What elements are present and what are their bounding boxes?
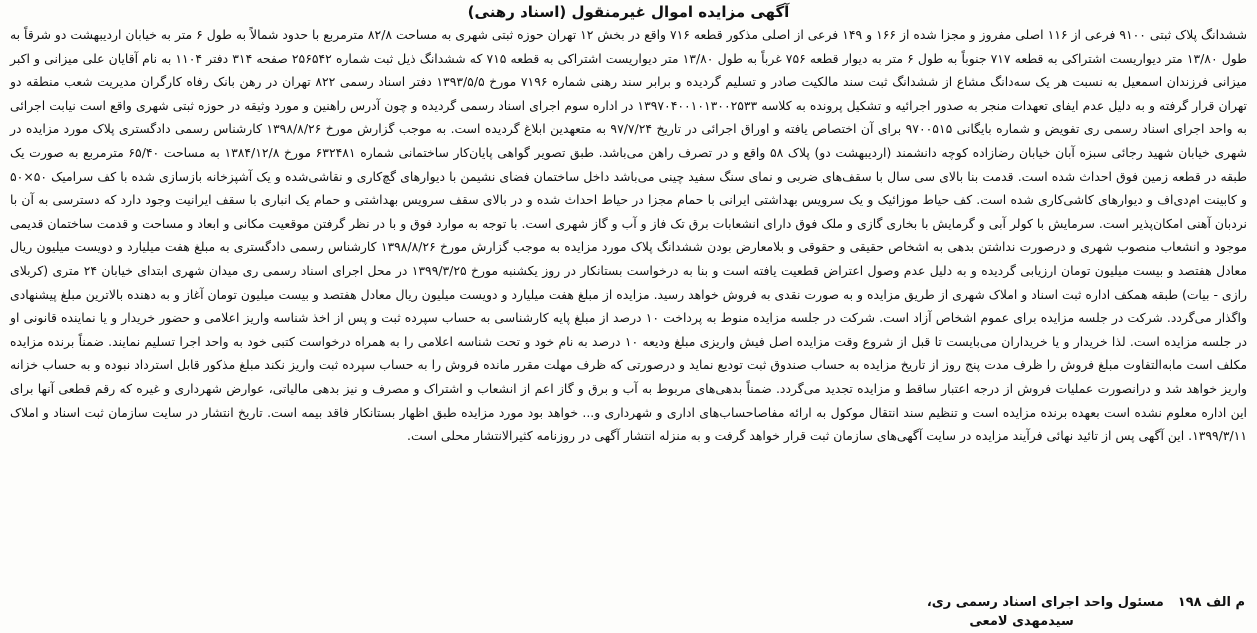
notice-code: م الف ۱۹۸ xyxy=(1177,595,1245,610)
signature-name: سیدمهدی لامعی xyxy=(969,614,1074,629)
notice-title: آگهی مزایده اموال غیرمنقول (اسناد رهنی) xyxy=(467,3,790,21)
notice-body: ششدانگ پلاک ثبتی ۹۱۰۰ فرعی از ۱۱۶ اصلی مفروز و مجزا شده از ۱۶۶ و ۱۴۹ فرعی از اصلی مذکور قطعه ۷۱۶ واقع در بخش ۱۲ تهران حوزه ثبتی شهری به مساحت ۸۲/۸ مترمربع با حدود شمالاً به طول ۶ متر به خیابان اردیبهشت دو شرقاً به طول ۱۳/۸۰ متر دیواریست اشتراکی به قطعه ۷۱۷ جنوباً به طول ۶ متر به دیوار قطعه ۷۵۶ غرباً به طول ۱۳/۸۰ متر دیواریست اشتراکی به قطعه ۷۱۵ که ششدانگ ذیل ثبت شماره ۲۵۶۵۴۲ صفحه ۳۱۴ دفتر ۱۱۰۴ به نام آقایان علی میزانی و اکبر میزانی فرزندان اسمعیل به نسبت هر یک سه‌دانگ مشاع از ششدانگ ثبت سند مالکیت صادر و تسلیم گردیده و برابر سند رهنی شماره ۷۱۹۶ مورخ ۱۳۹۳/۵/۵ دفتر اسناد رسمی ۸۲۲ تهران در رهن بانک رفاه کارگران مدیریت شعب منطقه دو تهران قرار گرفته و به دلیل عدم ایفای تعهدات منجر به صدور اجرائیه و تشکیل پرونده به کلاسه ۱۳۹۷۰۴۰۰۱۰۱۳۰۰۲۵۳۳ در اداره سوم اجرای اسناد رسمی گردیده و چون آدرس راهنین و مورد وثیقه در حوزه ثبتی شهری واقع است نیابت اجرائی به واحد اجرای اسناد رسمی ری تفویض و شماره بایگانی ۹۷۰۰۵۱۵ برای آن اختصاص یافته و اوراق اجرائی در تاریخ ۹۷/۷/۲۴ به متعهدین ابلاغ گردیده است. به موجب گزارش مورخ ۱۳۹۸/۸/۲۶ کارشناس رسمی دادگستری پلاک مورد مزایده در شهری خیابان شهید رجائی سبزه آبان خیابان رضازاده کوچه دانشمند (اردیبهشت دو) پلاک ۵۸ واقع و در تصرف راهن می‌باشد. طبق تصویر گواهی پایان‌کار ساختمانی شماره ۶۳۲۴۸۱ مورخ ۱۳۸۴/۱۲/۸ به مساحت ۶۵/۴۰ مترمربع به صورت یک طبقه در قطعه زمین فوق احداث شده است. قدمت بنا بالای سی سال با سقف‌های ضربی و نمای سنگ سفید چینی می‌باشد داخل ساختمان فضای نشیمن با دیوارهای گچ‌کاری و نقاشی‌شده و یک آشپزخانه بازسازی شده با کف سرامیک ۵۰×۵۰ و کابینت ام‌دی‌اف و دیوارهای کاشی‌کاری شده است. کف حیاط موزائیک و یک سرویس بهداشتی ایرانی با حمام مجزا در حیاط احداث شده و در بالای سقف سرویس بهداشتی و حمام یک انباری با سقف ایرانیت وجود دارد که دسترسی به آن با نردبان آهنی امکان‌پذیر است. سرمایش با کولر آبی و گرمایش با بخاری گازی و ملک فوق دارای انشعابات برق تک فاز و آب و گاز شهری است. با توجه به موارد فوق و با در نظر گرفتن موقعیت مکانی و ابعاد و مساحت و قدمت ساختمان قدیمی موجود و انشعاب منصوب شهری و درصورت نداشتن بدهی به اشخاص حقیقی و حقوقی و بلامعارض بودن ششدانگ پلاک مورد مزایده به موجب گزارش مورخ ۱۳۹۸/۸/۲۶ کارشناس رسمی دادگستری به مبلغ هفت میلیارد و دویست میلیون ریال معادل هفتصد و بیست میلیون تومان ارزیابی گردیده و به دلیل عدم وصول اعتراض قطعیت یافته است و بنا به درخواست بستانکار در روز یکشنبه مورخ ۱۳۹۹/۳/۲۵ در محل اجرای اسناد رسمی ری میدان شهری ابتدای خیابان ۲۴ متری (کربلای رازی - بیات) طبقه همکف اداره ثبت اسناد و املاک شهری از طریق مزایده و به صورت نقدی به فروش خواهد رسید. مزایده از مبلغ هفت میلیارد و دویست میلیون ریال معادل هفتصد و بیست میلیون تومان آغاز و به دهنده بالاترین مبلغ پیشنهادی واگذار می‌گردد. شرکت در جلسه مزایده برای عموم اشخاص آزاد است. شرکت در جلسه مزایده منوط به پرداخت ۱۰ درصد از مبلغ پایه کارشناسی به حساب سپرده ثبت و پس از اخذ شناسه واریز اعلامی و حضور خریدار و یا نماینده قانونی او در جلسه مزایده است. لذا خریدار و یا خریداران می‌بایست تا قبل از شروع وقت مزایده اصل فیش واریزی مبلغ ودیعه ۱۰ درصد به نام خود و تحت شناسه اعلامی را به همراه درخواست کتبی خود به واحد اجرا تسلیم نمایند. ضمناً برنده مزایده مکلف است مابه‌التفاوت مبلغ فروش را ظرف مدت پنج روز از تاریخ مزایده به حساب صندوق ثبت تودیع نماید و درصورتی که ظرف مهلت مقرر مانده فروش را به حساب سپرده ثبت واریز نکند مبلغ مذکور قابل استرداد نبوده و به حساب خزانه واریز خواهد شد و درانصورت عملیات فروش از درجه اعتبار ساقط و مزایده تجدید می‌گردد. ضمناً بدهی‌های مربوط به آب و برق و گاز اعم از انشعاب و اشتراک و مصرف و نیز بدهی مالیاتی، عوارض شهرداری و غیره که رقم قطعی آنها برای این اداره معلوم نشده است بعهده برنده مزایده است و تنظیم سند انتقال موکول به ارائه مفاصاحساب‌های اداری و شهرداری و... خواهد بود مورد مزایده طبق اظهار بستانکار فاقد بیمه است. تاریخ انتشار در سایت سازمان ثبت اسناد و املاک ۱۳۹۹/۳/۱۱. این آگهی پس از تائید نهائی فرآیند مزایده در سایت آگهی‌های سازمان ثبت قرار خواهد گرفت و به منزله انتشار آگهی در روزنامه کثیرالانتشار محلی است. xyxy=(10,27,1248,444)
signature-title: مسئول واحد اجرای اسناد رسمی ری، xyxy=(926,595,1164,610)
signature-block xyxy=(927,593,1164,631)
notice-footer xyxy=(10,593,1247,631)
